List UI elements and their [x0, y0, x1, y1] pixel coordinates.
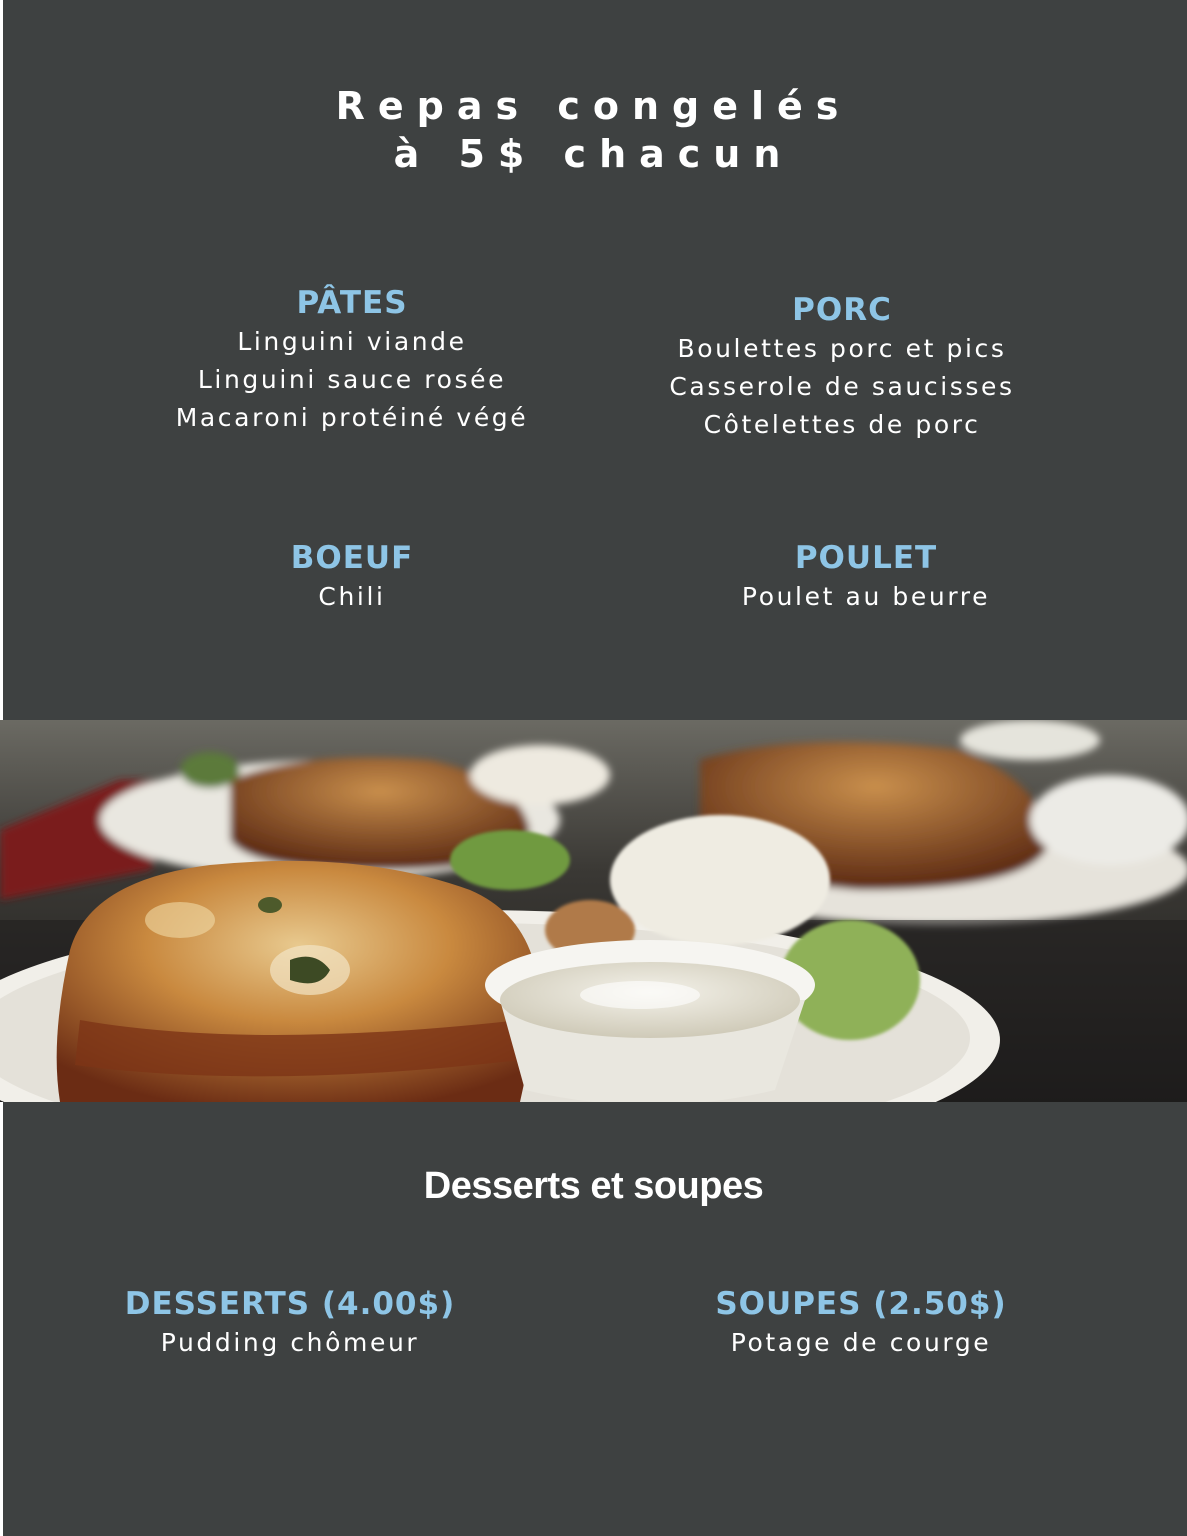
menu-item: Macaroni protéiné végé — [175, 403, 529, 432]
title-line-1: Repas congelés — [335, 84, 852, 128]
menu-item: Potage de courge — [730, 1328, 992, 1357]
menu-item: Pudding chômeur — [160, 1328, 420, 1357]
menu-item: Poulet au beurre — [741, 582, 991, 611]
category-title: PORC — [792, 292, 892, 328]
menu-item: Chili — [318, 582, 386, 611]
menu-item: Linguini viande — [237, 327, 467, 356]
category-title: PÂTES — [296, 285, 408, 321]
menu-item: Côtelettes de porc — [703, 410, 981, 439]
category-desserts — [60, 1284, 520, 1362]
menu-item: Casserole de saucisses — [669, 372, 1015, 401]
category-porc — [612, 290, 1072, 444]
section-title-desserts-soupes: Desserts et soupes — [423, 1165, 764, 1207]
food-photo — [0, 720, 1187, 1102]
category-title: BOEUF — [290, 540, 414, 576]
menu-item: Boulettes porc et pics — [677, 334, 1007, 363]
category-pates — [122, 283, 582, 437]
category-title: POULET — [794, 540, 938, 576]
title-line-2: à 5$ chacun — [393, 132, 794, 176]
category-title: DESSERTS (4.00$) — [124, 1286, 456, 1322]
category-title: SOUPES (2.50$) — [715, 1286, 1007, 1322]
category-soupes — [631, 1284, 1091, 1362]
menu-title — [0, 82, 1187, 178]
category-boeuf — [122, 538, 582, 616]
category-poulet — [636, 538, 1096, 616]
menu-item: Linguini sauce rosée — [197, 365, 507, 394]
